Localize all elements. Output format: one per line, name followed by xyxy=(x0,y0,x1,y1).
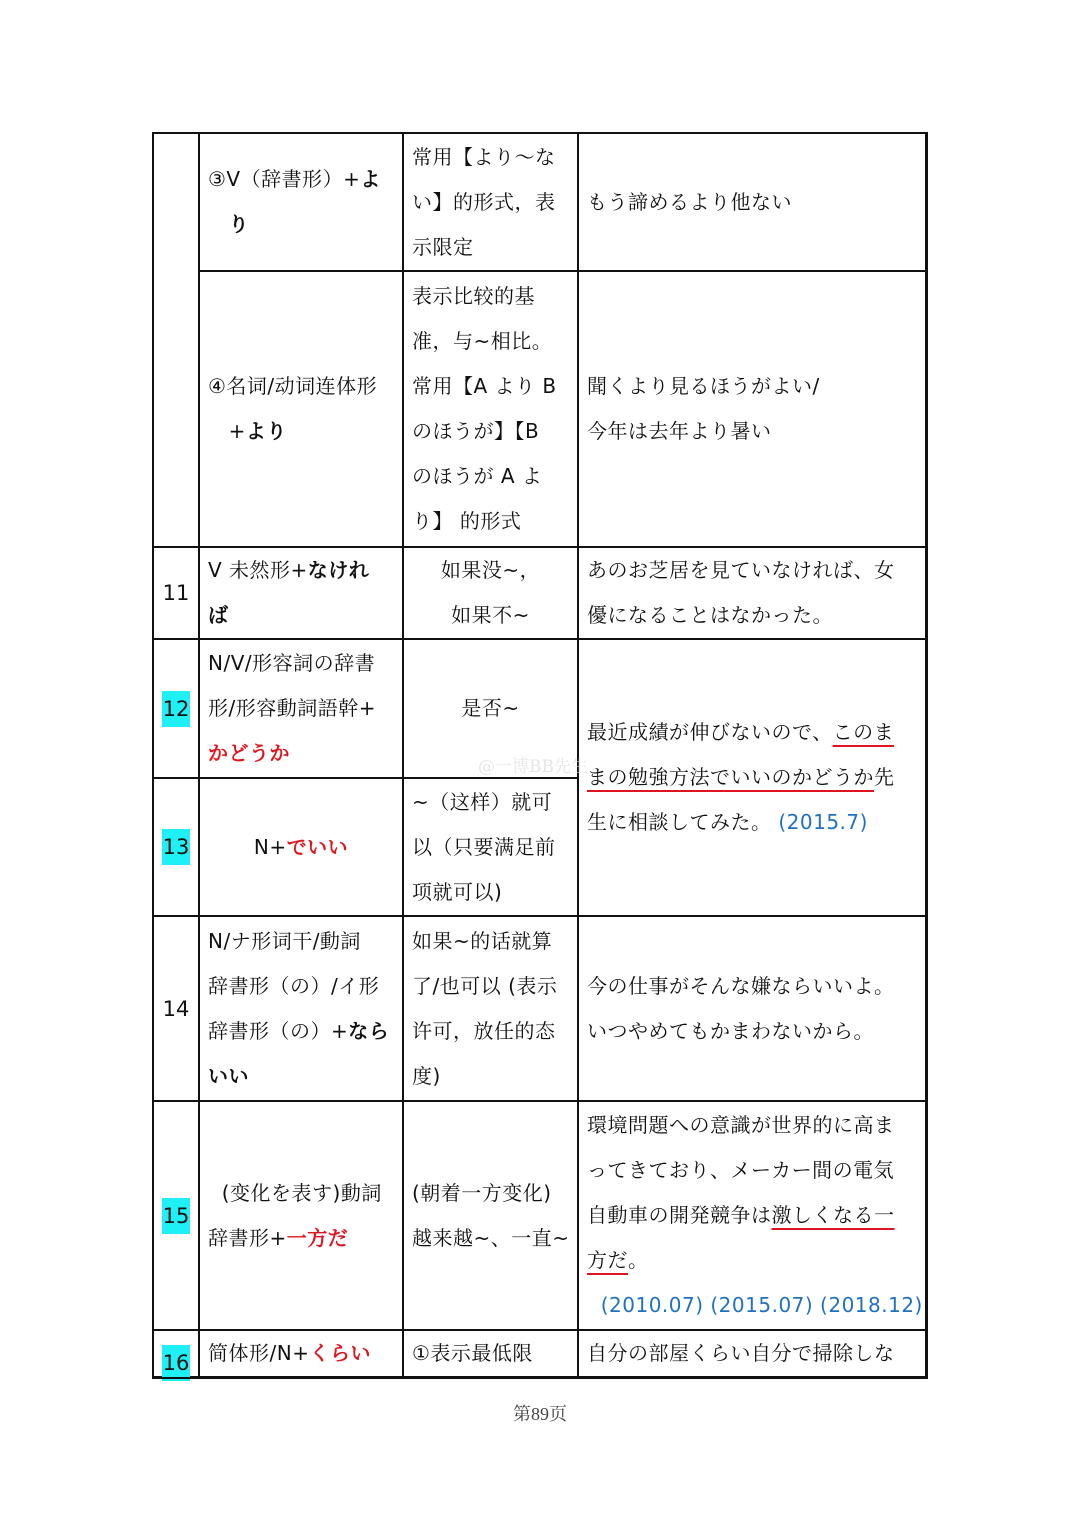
text-segment: 表示比较的基 xyxy=(412,284,535,308)
text-line xyxy=(579,409,925,454)
grammar-cell xyxy=(199,778,403,916)
exam-date: (2010.07) (2015.07) (2018.12) xyxy=(587,1293,923,1317)
grammar-cell xyxy=(199,133,403,271)
text-line xyxy=(404,1054,577,1099)
row-number: 14 xyxy=(162,996,190,1021)
text-segment: (变化を表す)動詞 xyxy=(208,1180,382,1205)
text-segment: い】的形式，表 xyxy=(412,189,556,214)
text-segment: り xyxy=(228,212,250,236)
text-segment: 了/也可以 (表示 xyxy=(412,973,558,998)
text-segment: 自動車の開発競争は xyxy=(587,1203,772,1227)
text-line xyxy=(579,800,925,845)
text-segment: ①表示最低限 xyxy=(412,1341,533,1365)
text-segment: 许可，放任的态 xyxy=(412,1018,556,1043)
text-line xyxy=(404,593,577,638)
text-line xyxy=(404,225,577,270)
text-line xyxy=(579,1009,925,1054)
text-segment: のほうが A よ xyxy=(412,464,543,488)
grammar-keyword: かどうか xyxy=(208,741,290,765)
text-line xyxy=(200,1216,402,1261)
underlined-text: 方だ xyxy=(587,1248,628,1272)
grammar-keyword: くらい xyxy=(309,1341,371,1365)
text-line xyxy=(200,686,402,731)
row-number: 13 xyxy=(162,829,191,865)
text-segment: り】 的形式 xyxy=(412,509,522,533)
text-line xyxy=(404,364,577,409)
row-number-cell xyxy=(153,547,199,639)
meaning-cell xyxy=(403,916,578,1101)
text-line xyxy=(404,780,577,825)
row-number-cell xyxy=(153,778,199,916)
text-line xyxy=(200,202,402,247)
underlined-text: このま xyxy=(832,720,895,744)
text-line xyxy=(200,641,402,686)
text-segment: もう諦めるより他ない xyxy=(587,189,792,214)
example-cell xyxy=(578,547,926,639)
page-number: 第89页 xyxy=(513,1404,567,1424)
text-segment: 辞書形（の）+ xyxy=(208,1018,349,1043)
text-segment: 形/形容動詞語幹+ xyxy=(208,696,376,720)
text-line xyxy=(404,870,577,915)
text-segment: V 未然形+ xyxy=(208,558,308,582)
underlined-text: 激しくなる一 xyxy=(771,1203,895,1227)
grammar-cell xyxy=(199,1330,403,1377)
text-line xyxy=(200,548,402,593)
text-segment: なけれ xyxy=(307,558,370,582)
text-segment: 先 xyxy=(874,765,895,789)
example-cell xyxy=(578,916,926,1101)
text-line xyxy=(200,593,402,638)
watermark: @一博BB先生 xyxy=(478,757,588,777)
row-number-cell xyxy=(153,1330,199,1377)
text-line xyxy=(200,964,402,1009)
text-segment: ③V（辞書形）+ xyxy=(208,167,361,191)
row-number-cell xyxy=(153,133,199,547)
text-segment: より xyxy=(245,419,287,443)
row-number-cell xyxy=(153,1101,199,1330)
text-line xyxy=(200,1171,402,1216)
grammar-cell xyxy=(199,916,403,1101)
text-segment: 简体形/N+ xyxy=(208,1341,310,1365)
text-line xyxy=(404,1009,577,1054)
meaning-cell xyxy=(403,1101,578,1330)
text-segment: (朝着一方变化) xyxy=(412,1180,552,1205)
grammar-cell xyxy=(199,639,403,778)
text-line xyxy=(579,1193,925,1238)
meaning-cell xyxy=(403,133,578,271)
text-segment: 如果不~ xyxy=(451,603,530,627)
grammar-keyword: でいい xyxy=(286,834,349,859)
exam-date: (2015.7) xyxy=(778,810,868,834)
text-segment xyxy=(208,212,229,236)
text-line xyxy=(579,364,925,409)
grammar-cell xyxy=(199,271,403,547)
text-segment: ④名词/动词连体形 xyxy=(208,374,378,398)
text-segment: ~（这样）就可 xyxy=(412,789,553,814)
text-segment: 今の仕事がそんな嫌ならいいよ。 xyxy=(587,973,895,998)
grammar-keyword: 一方だ xyxy=(286,1225,349,1250)
text-line xyxy=(579,1103,925,1148)
text-line xyxy=(579,548,925,593)
meaning-cell xyxy=(403,778,578,916)
row-number-cell xyxy=(153,916,199,1101)
text-segment: ば xyxy=(208,603,229,627)
text-segment: 项就可以) xyxy=(412,879,503,904)
row-number: 16 xyxy=(162,1345,191,1381)
text-segment: 准，与~相比。 xyxy=(412,329,553,353)
text-segment: 優になることはなかった。 xyxy=(587,603,833,627)
text-line xyxy=(200,1331,402,1376)
row-number-cell xyxy=(153,639,199,778)
text-segment: あのお芝居を見ていなければ、女 xyxy=(587,558,895,582)
text-segment: + xyxy=(208,419,246,443)
text-segment: 越来越~、一直~ xyxy=(412,1225,570,1250)
example-cell xyxy=(578,271,926,547)
text-line xyxy=(200,825,402,870)
text-segment: 自分の部屋くらい自分で掃除しな xyxy=(587,1341,895,1365)
text-line xyxy=(404,1171,577,1216)
text-line xyxy=(404,274,577,319)
text-segment: なら xyxy=(348,1018,390,1043)
text-segment: 如果~的话就算 xyxy=(412,928,553,953)
meaning-cell xyxy=(403,1330,578,1377)
text-line xyxy=(579,964,925,1009)
text-line xyxy=(579,593,925,638)
text-segment: N+ xyxy=(253,834,287,859)
text-segment: 常用【より～な xyxy=(412,144,556,169)
text-line xyxy=(579,180,925,225)
text-line xyxy=(579,755,925,800)
row-number: 11 xyxy=(162,581,190,605)
row-number: 15 xyxy=(162,1198,191,1234)
text-segment: 常用【A より B xyxy=(412,374,557,398)
grammar-cell xyxy=(199,1101,403,1330)
text-line xyxy=(404,964,577,1009)
text-segment: 度) xyxy=(412,1063,441,1088)
text-segment: 辞書形+ xyxy=(208,1225,287,1250)
text-segment: 辞書形（の）/イ形 xyxy=(208,973,380,998)
example-cell xyxy=(578,1101,926,1330)
text-segment: 聞くより見るほうがよい/ xyxy=(587,374,820,398)
text-segment: のほうが】【B xyxy=(412,419,540,443)
text-segment: N/ナ形词干/動詞 xyxy=(208,928,361,953)
text-line xyxy=(200,157,402,202)
text-segment: 生に相談してみた。 xyxy=(587,810,779,834)
text-line xyxy=(200,731,402,776)
text-line xyxy=(579,1331,925,1376)
text-segment: 以（只要满足前 xyxy=(412,834,556,859)
text-line xyxy=(404,454,577,499)
text-segment: よ xyxy=(360,167,381,191)
text-line xyxy=(404,135,577,180)
text-segment: 環境問題への意識が世界的に高ま xyxy=(587,1113,895,1137)
text-line xyxy=(404,409,577,454)
text-line xyxy=(579,1148,925,1193)
text-segment: 今年は去年より暑い xyxy=(587,419,772,443)
text-line xyxy=(404,1331,577,1376)
text-line xyxy=(579,710,925,755)
text-segment: 示限定 xyxy=(412,234,474,259)
text-line xyxy=(579,1283,925,1328)
text-line xyxy=(200,1054,402,1099)
text-line xyxy=(579,1238,925,1283)
grammar-cell xyxy=(199,547,403,639)
text-segment: 是否~ xyxy=(461,696,520,720)
text-segment: 最近成績が伸びないので、 xyxy=(587,720,833,744)
text-line xyxy=(404,180,577,225)
text-line xyxy=(404,499,577,544)
text-line xyxy=(200,919,402,964)
text-line xyxy=(404,919,577,964)
meaning-cell xyxy=(403,547,578,639)
underlined-text: まの勉強方法でいいのかどうか xyxy=(587,765,874,789)
text-line xyxy=(404,686,577,731)
text-segment: 。 xyxy=(628,1248,649,1272)
text-line xyxy=(404,319,577,364)
text-line xyxy=(404,825,577,870)
text-segment: いい xyxy=(208,1063,249,1088)
example-cell xyxy=(578,133,926,271)
text-segment: ってきており、メーカー間の電気 xyxy=(587,1158,895,1182)
meaning-cell xyxy=(403,271,578,547)
text-line xyxy=(200,409,402,454)
text-segment: N/V/形容詞の辞書 xyxy=(208,651,376,675)
row-number: 12 xyxy=(162,691,191,727)
example-cell xyxy=(578,639,926,916)
text-line xyxy=(200,1009,402,1054)
text-segment: いつやめてもかまわないから。 xyxy=(587,1018,874,1043)
text-line xyxy=(404,548,577,593)
text-line xyxy=(200,364,402,409)
text-line xyxy=(404,1216,577,1261)
example-cell xyxy=(578,1330,926,1377)
text-segment: 如果没~， xyxy=(440,558,541,582)
